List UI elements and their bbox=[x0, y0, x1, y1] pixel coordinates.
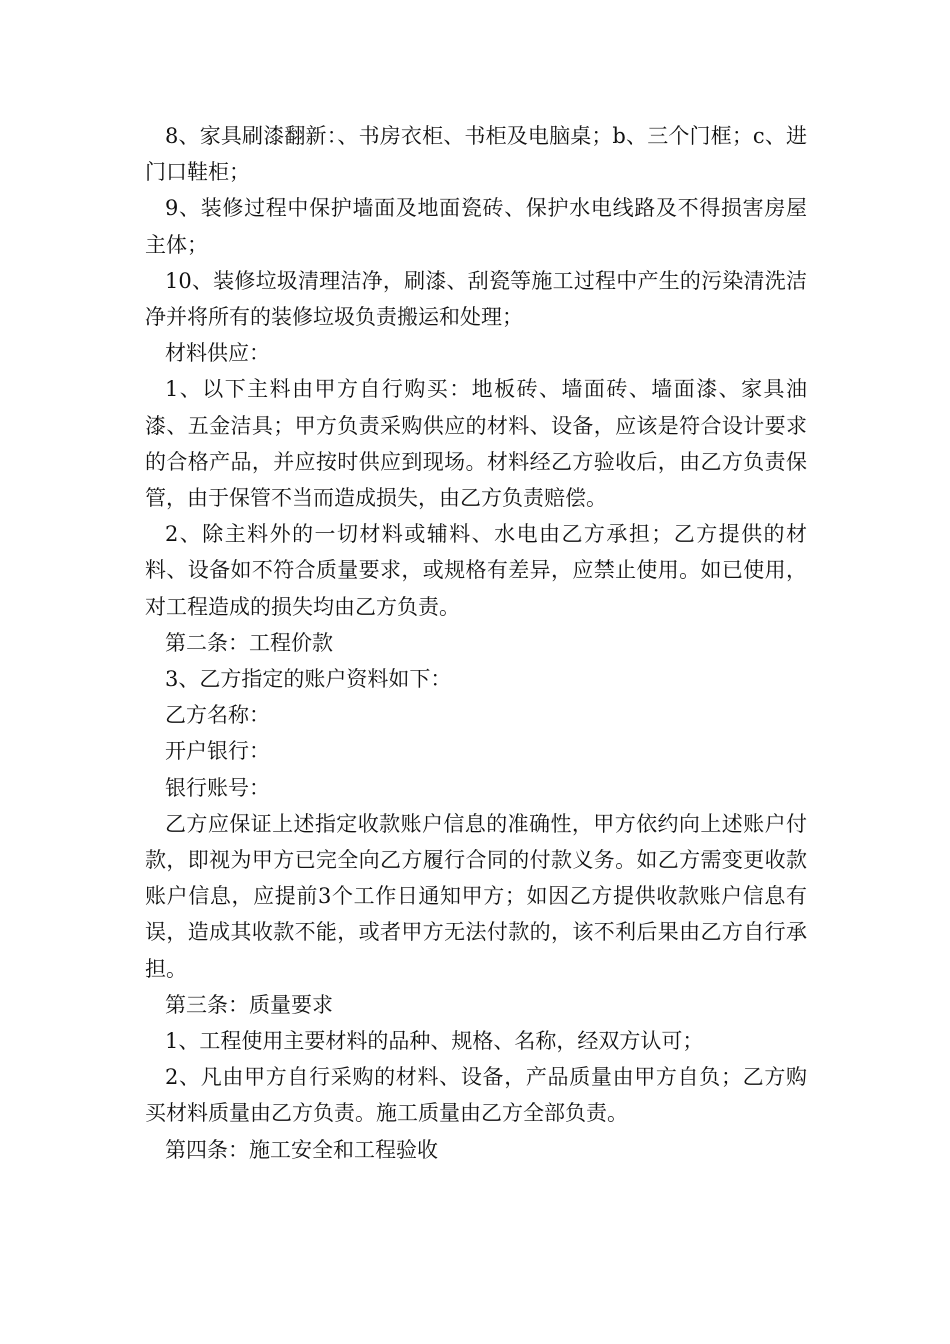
contract-body bbox=[145, 118, 807, 1168]
paragraph-quality-1: 1、工程使用主要材料的品种、规格、名称，经双方认可； bbox=[165, 1029, 704, 1054]
heading-article-2: 第二条：工程价款 bbox=[165, 630, 333, 655]
paragraph-account-info: 3、乙方指定的账户资料如下： bbox=[165, 667, 452, 692]
heading-material-supply: 材料供应： bbox=[165, 341, 270, 366]
paragraph-main-materials: 1、以下主料由甲方自行购买：地板砖、墙面砖、墙面漆、家具油漆、五金洁具；甲方负责采购供应的材料、设备，应该是符合设计要求的合格产品，并应按时供应到现场。材料经乙方验收后，由乙方负责保管，由于保管不当而造成损失，由乙方负责赔偿。 bbox=[145, 377, 807, 511]
paragraph-quality-2: 2、凡由甲方自行采购的材料、设备，产品质量由甲方自负；乙方购买材料质量由乙方负责。施工质量由乙方全部负责。 bbox=[145, 1065, 807, 1126]
paragraph-protection: 9、装修过程中保护墙面及地面瓷砖、保护水电线路及不得损害房屋主体； bbox=[145, 196, 807, 257]
paragraph-auxiliary-materials: 2、除主料外的一切材料或辅料、水电由乙方承担；乙方提供的材料、设备如不符合质量要求，或规格有差异，应禁止使用。如已使用，对工程造成的损失均由乙方负责。 bbox=[145, 522, 807, 619]
paragraph-account-accuracy: 乙方应保证上述指定收款账户信息的准确性，甲方依约向上述账户付款，即视为甲方已完全向乙方履行合同的付款义务。如乙方需变更收款账户信息，应提前3个工作日通知甲方；如因乙方提供收款账户信息有误，造成其收款不能，或者甲方无法付款的，该不利后果由乙方自行承担。 bbox=[145, 811, 807, 981]
field-party-b-name: 乙方名称： bbox=[165, 703, 270, 728]
paragraph-cleanup: 10、装修垃圾清理洁净，刷漆、刮瓷等施工过程中产生的污染清洗洁净并将所有的装修垃圾负责搬运和处理； bbox=[145, 268, 807, 330]
paragraph-furniture-painting: 8、家具刷漆翻新：、书房衣柜、书柜及电脑桌；b、三个门框；c、进门口鞋柜； bbox=[145, 124, 807, 185]
heading-article-4: 第四条：施工安全和工程验收 bbox=[165, 1137, 438, 1162]
field-bank-account: 银行账号： bbox=[165, 775, 270, 800]
heading-article-3: 第三条：质量要求 bbox=[165, 992, 333, 1017]
field-bank-name: 开户银行： bbox=[165, 739, 270, 764]
